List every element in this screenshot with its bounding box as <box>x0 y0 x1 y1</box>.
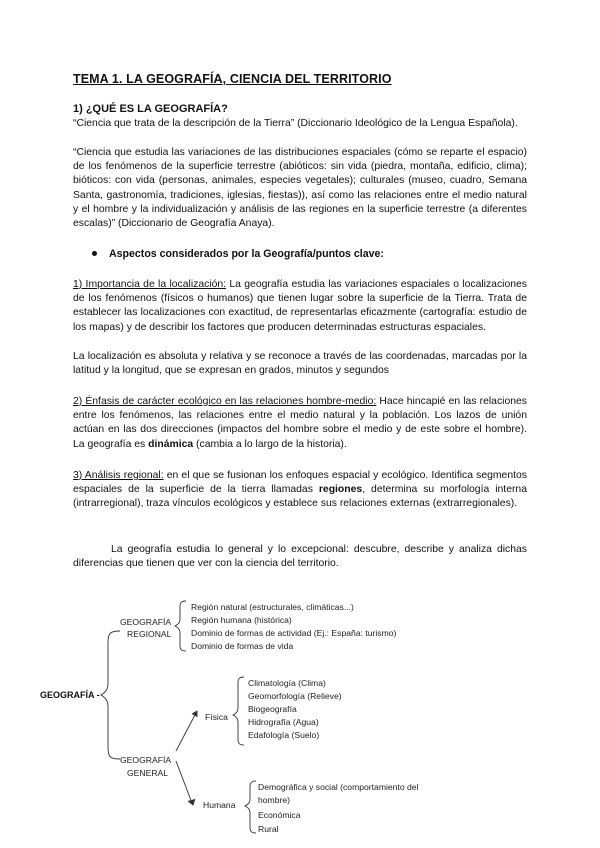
key-points-bullet <box>92 248 384 260</box>
fisica-brace <box>233 677 244 745</box>
arrow-to-humana <box>176 761 192 803</box>
arrow-head-humana <box>188 799 195 805</box>
point-1-text: La geografía estudia las variaciones espaciales o localizaciones de los fenómenos (físicos o humanos) que tienen lugar sobre la superficie de la Tierra. Trata de establecer las localizaciones con exactitud, de representarlas eficazmente (cartografía: estudio de los mapas) y de describir los factores que producen determinadas estructuras espaciales. <box>73 279 527 333</box>
point-2-text: Hace hincapié en las relaciones entre los fenómenos, las relaciones entre el medio natural y la población. Los lazos de unión actúan en las dos direcciones (impactos del hombre sobre el medio y de este sobre el hombre). La geografía es <box>73 396 527 450</box>
humana-brace <box>245 781 256 833</box>
point-3 <box>73 469 527 512</box>
point-3-bold: regiones <box>318 484 363 496</box>
page-title: TEMA 1. LA GEOGRAFÍA, CIENCIA DEL TERRITORIO <box>73 72 392 86</box>
regional-item: Región humana (histórica) <box>191 615 292 625</box>
bullet-icon <box>92 251 97 256</box>
diagram-root: GEOGRAFÍA - <box>40 690 100 700</box>
bullet-text: Aspectos considerados por la Geografía/puntos clave: <box>109 248 384 260</box>
humana-item: Demográfica y social (comportamiento del <box>258 782 419 792</box>
closing-paragraph: La geografía estudia lo general y lo excepcional: descubre, describe y analiza dichas diferencias que tienen que ver con la ciencia del territorio. <box>73 544 527 570</box>
fisica-item: Climatología (Clima) <box>248 678 326 688</box>
point-2 <box>73 395 527 452</box>
fisica-label: Física <box>205 712 228 722</box>
humana-item: hombre) <box>258 795 290 805</box>
root-brace <box>101 631 120 759</box>
humana-item: Económica <box>258 810 301 820</box>
regional-item: Región natural (estructurales, climáticas...) <box>191 602 354 612</box>
regional-brace <box>175 601 186 651</box>
arrow-to-fisica <box>176 713 196 751</box>
regional-label-1: GEOGRAFÍA <box>120 617 172 627</box>
section-heading: 1) ¿QUÉ ES LA GEOGRAFÍA? <box>73 103 228 115</box>
general-label-1: GEOGRAFÍA <box>120 755 172 765</box>
point-1-paragraph-2: La localización es absoluta y relativa y se reconoce a través de las coordenadas, marcadas por la latitud y la longitud, que se expresan en grados, minutos y segundos <box>73 351 527 377</box>
point-1-label: 1) Importancia de la localización: <box>73 279 227 290</box>
point-1 <box>73 278 527 335</box>
fisica-item: Edafología (Suelo) <box>248 730 320 740</box>
general-label-2: GENERAL <box>127 768 169 778</box>
fisica-item: Geomorfología (Relieve) <box>248 691 342 701</box>
point-2-label: 2) Énfasis de carácter ecológico en las relaciones hombre-medio: <box>73 396 377 407</box>
humana-item: Rural <box>258 824 279 834</box>
regional-item: Dominio de formas de vida <box>191 641 294 651</box>
point-3-text-end: , determina su morfología interna (intrarregional), traza vínculos ecológicos y establece sus relaciones externas (extrarregionales). <box>73 484 527 510</box>
definition-2: “Ciencia que estudia las variaciones de las distribuciones espaciales (cómo se reparte el espacio) de los fenómenos de la superficie terrestre (abióticos: sin vida (piedra, montaña, edificio, clima); bióticos: con vida (personas, animales, especies vegetales); culturales (museo, cuadro, Semana Santa, gastronomía, tradiciones, iglesias, fiestas)), así como las relaciones entre el medio natural y el hombre y la individualización y análisis de las regiones en la superficie terrestre (a diferentes escalas)” (Diccionario de Geografía Anaya). <box>73 147 527 230</box>
regional-label-2: REGIONAL <box>127 629 172 639</box>
point-2-bold: dinámica <box>148 438 194 450</box>
point-3-text: en el que se fusionan los enfoques espacial y ecológico. Identifica segmentos espaciales de la superficie de la tierra llamadas <box>73 470 527 496</box>
definition-1: “Ciencia que trata de la descripción de la Tierra” (Diccionario Ideológico de la Lengua Española). <box>73 118 518 129</box>
humana-label: Humana <box>203 800 236 810</box>
fisica-item: Hidrografía (Agua) <box>248 717 319 727</box>
regional-item: Dominio de formas de actividad (Ej.: España: turismo) <box>191 628 397 638</box>
geography-diagram <box>0 585 600 848</box>
fisica-item: Biogeografía <box>248 704 297 714</box>
point-3-label: 3) Análisis regional: <box>73 470 164 481</box>
point-2-text-end: (cambia a lo largo de la historia). <box>193 438 347 450</box>
